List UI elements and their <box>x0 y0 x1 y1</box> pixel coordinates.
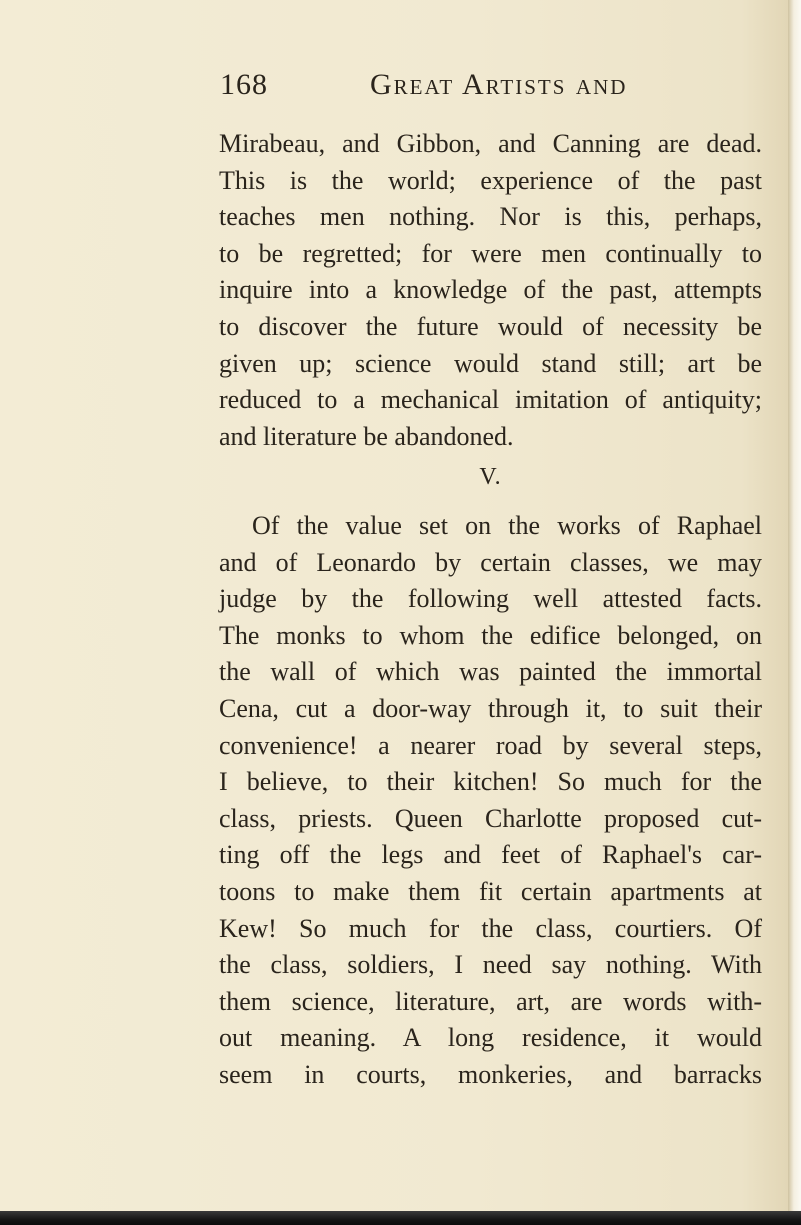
text-line: Kew! So much for the class, courtiers. Of <box>219 913 762 943</box>
text-line: Of the value set on the works of Raphael <box>252 511 762 540</box>
text-line: them science, literature, art, are words with- <box>219 986 762 1016</box>
text-line: convenience! a nearer road by several steps, <box>219 730 762 760</box>
text-line: inquire into a knowledge of the past, attempts <box>219 275 762 305</box>
page-header <box>220 68 640 108</box>
text-line: This is the world; experience of the past <box>219 165 762 195</box>
text-line: to be regretted; for were men continually to <box>219 238 762 268</box>
text-line: and literature be abandoned. <box>219 421 514 451</box>
text-line: seem in courts, monkeries, and barracks <box>219 1059 762 1089</box>
text-line: judge by the following well attested facts. <box>219 584 762 614</box>
text-line: I believe, to their kitchen! So much for the <box>219 767 762 797</box>
text-line: reduced to a mechanical imitation of antiquity; <box>219 385 762 415</box>
text-line: to discover the future would of necessity be <box>219 311 762 341</box>
running-title: Great Artists and <box>370 68 628 101</box>
text-line: Cena, cut a door-way through it, to suit their <box>219 693 762 723</box>
text-line: The monks to whom the edifice belonged, on <box>219 620 762 650</box>
paragraph-1 <box>219 126 762 455</box>
text-line: out meaning. A long residence, it would <box>219 1023 762 1053</box>
text-line: teaches men nothing. Nor is this, perhaps, <box>219 202 762 232</box>
text-line: Mirabeau, and Gibbon, and Canning are dead. <box>219 129 762 158</box>
text-line: the wall of which was painted the immortal <box>219 657 762 687</box>
section-number: V. <box>479 464 502 490</box>
text-line: toons to make them fit certain apartments at <box>219 876 762 906</box>
text-line: the class, soldiers, I need say nothing. With <box>219 950 762 980</box>
page-edge-right <box>788 0 801 1225</box>
page-number: 168 <box>220 68 268 101</box>
text-line: and of Leonardo by certain classes, we may <box>219 547 762 577</box>
paragraph-2 <box>219 508 762 1094</box>
text-line: class, priests. Queen Charlotte proposed cut- <box>219 803 762 833</box>
text-line: ting off the legs and feet of Raphael's car- <box>219 840 762 870</box>
page-edge-bottom <box>0 1211 801 1225</box>
text-line: given up; science would stand still; art be <box>219 348 762 378</box>
